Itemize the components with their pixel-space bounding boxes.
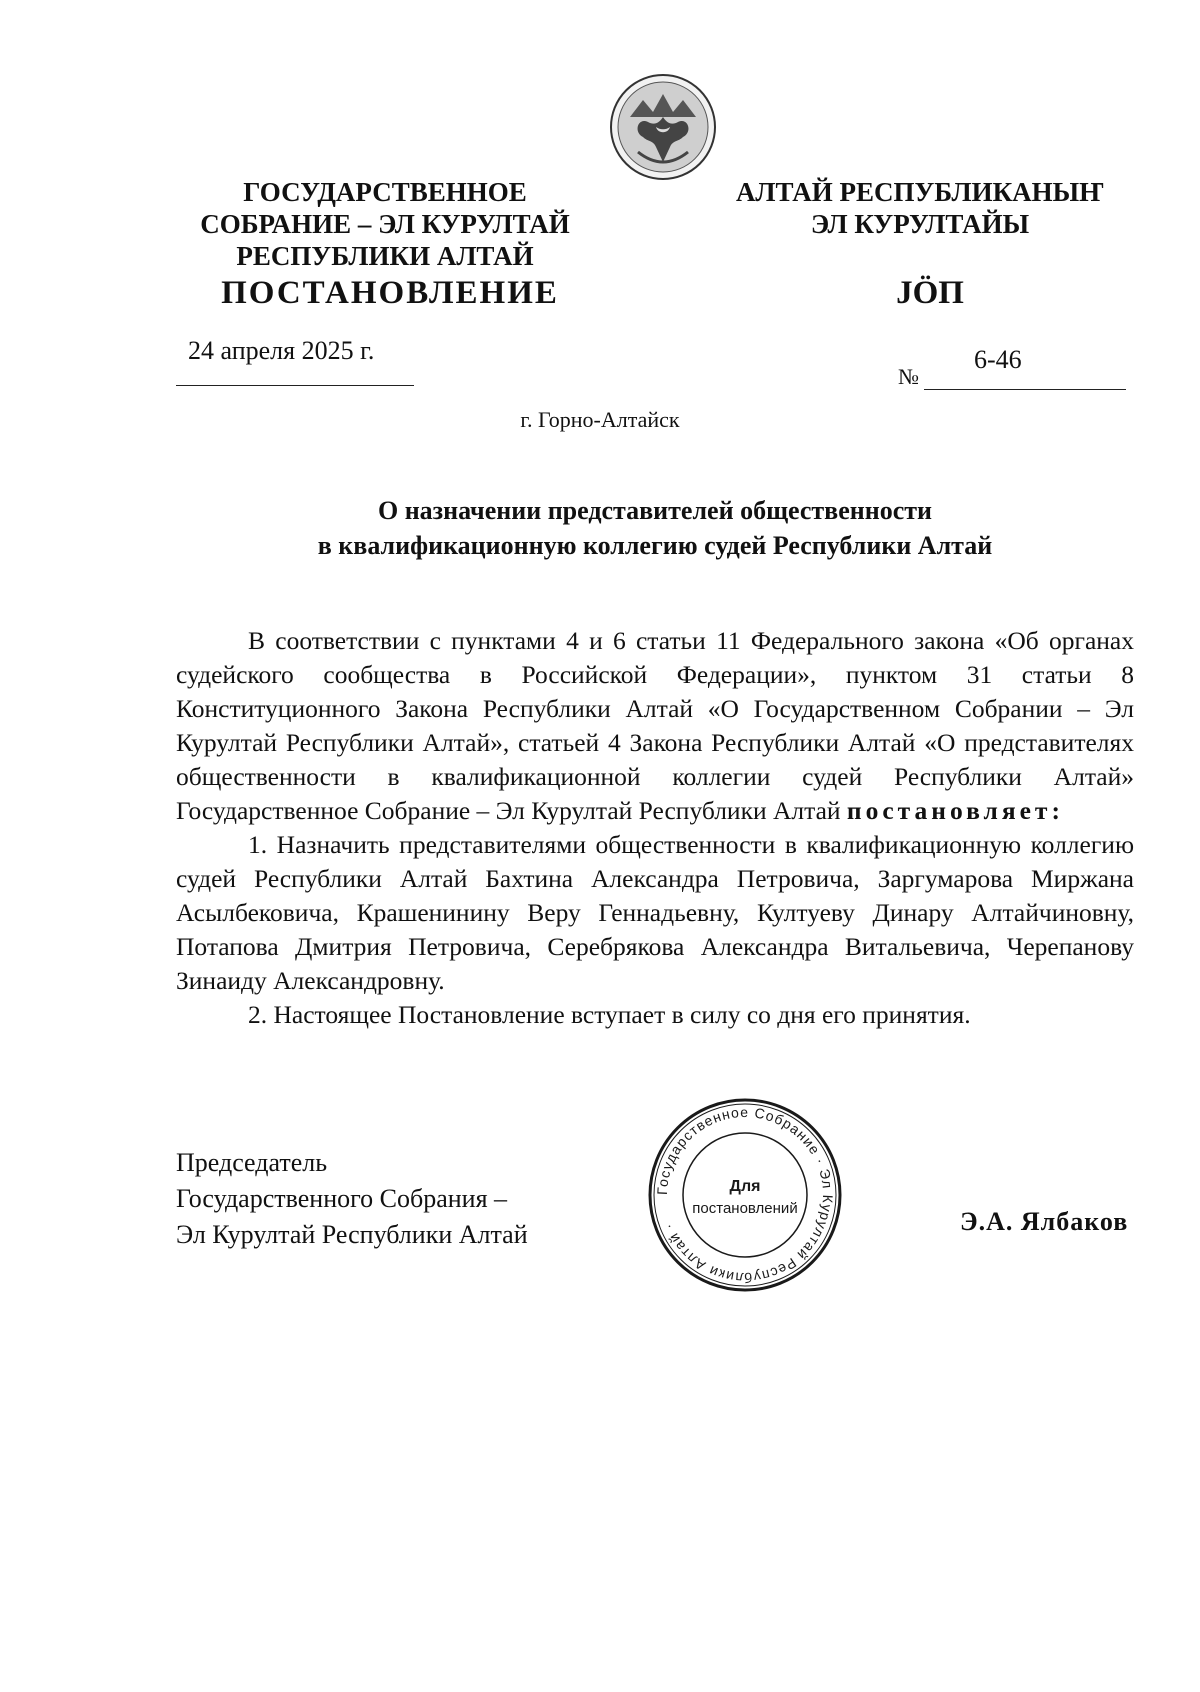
title-line: О назначении представителей общественности [377,496,933,525]
document-city: г. Горно-Алтайск [520,407,680,432]
title-line: в квалификационную коллегию судей Республики Алтай [317,531,993,560]
document-date: 24 апреля 2025 г. [188,336,375,365]
date-underline [176,385,414,386]
document-number: 6-46 [974,345,1022,374]
org-line: СОБРАНИЕ – ЭЛ КУРУЛТАЙ [200,209,570,239]
svg-text:Государственное Собрание · Эл [654,1104,836,1286]
organization-name-russian [170,176,600,272]
stamp-center-line: постановлений [692,1200,798,1217]
preamble-text: В соответствии с пунктами 4 и 6 статьи 11 Федерального закона «Об органах судейского сообщества в Российской Федерации», пунктом 31 статьи 8 Конституционного Закона Республики Алтай «О Государственном Собрании – Эл Курултай Республики Алтай», статьей 4 Закона Республики Алтай «О представителях общественности в квалификационной коллегии судей Республики Алтай» Государственное Собрание – Эл Курултай Республики Алтай [176,626,1134,825]
org-line: АЛТАЙ РЕСПУБЛИКАНЫҤ [735,177,1105,207]
signer-position-line: Эл Курултай Республики Алтай [176,1220,528,1249]
official-stamp [645,1095,845,1295]
number-sign: № [898,364,919,389]
coat-of-arms-emblem [608,72,718,182]
item-1-paragraph: 1. Назначить представителями общественности в квалификационную коллегию судей Республики Алтай Бахтина Александра Петровича, Заргумарова Миржана Асылбековича, Крашенинину Веру Геннадьевну, Култуеву Динару Алтайчиновну, Потапова Дмитрия Петровича, Серебрякова Александра Витальевича, Черепанову Зинаиду Александровну. [176,830,1134,995]
stamp-center-line: Для [729,1178,761,1195]
item-2-paragraph: 2. Настоящее Постановление вступает в силу со дня его принятия. [248,1000,971,1029]
document-title [200,493,1110,563]
document-type-altai: JӦП [896,275,964,311]
org-line: РЕСПУБЛИКИ АЛТАЙ [236,241,534,271]
signer-position [176,1145,528,1253]
org-line: ГОСУДАРСТВЕННОЕ [243,177,527,207]
signer-position-line: Государственного Собрания – [176,1184,508,1213]
document-type-russian: ПОСТАНОВЛЕНИЕ [221,275,559,311]
org-line: ЭЛ КУРУЛТАЙЫ [810,209,1030,239]
organization-name-altai [720,176,1120,240]
decree-word: постановляет: [846,796,1064,825]
document-body [176,624,1134,1032]
preamble-paragraph [176,624,1134,828]
signer-position-line: Председатель [176,1148,328,1177]
number-underline [924,389,1126,390]
stamp-ring-text: Государственное Собрание · Эл Курултай Республики Алтай · [653,1103,837,1287]
signer-name: Э.А. Ялбаков [960,1207,1129,1236]
